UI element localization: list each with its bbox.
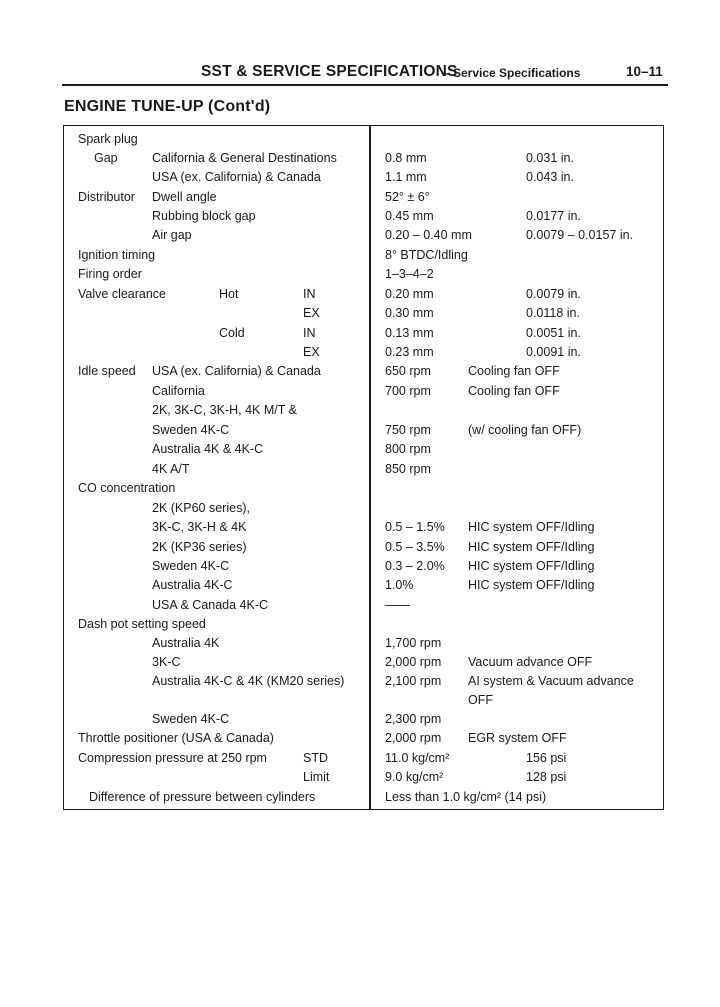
cell-condition: Australia 4K	[152, 636, 220, 650]
cell-sub: IN	[303, 287, 316, 301]
cell-condition: 2K (KP36 series)	[152, 540, 247, 554]
cell-value: 8° BTDC/Idling	[385, 248, 468, 262]
cell-note: HIC system OFF/Idling	[468, 559, 595, 573]
cell-condition: Australia 4K-C	[152, 578, 233, 592]
cell-sub: EX	[303, 345, 320, 359]
cell-condition: 4K A/T	[152, 462, 190, 476]
cell-value: 0.30 mm	[385, 306, 434, 320]
cell-condition: Sweden 4K-C	[152, 712, 230, 726]
cell-value: 2,000 rpm	[385, 655, 442, 669]
cell-condition: Dwell angle	[152, 190, 217, 204]
cell-label: Dash pot setting speed	[78, 617, 206, 631]
cell-value: Less than 1.0 kg/cm² (14 psi)	[385, 790, 547, 804]
cell-value: 9.0 kg/cm²	[385, 770, 444, 784]
cell-label: Gap	[94, 151, 118, 165]
cell-label: Compression pressure at 250 rpm	[78, 751, 267, 765]
cell-value-alt: 128 psi	[526, 770, 567, 784]
cell-label: Valve clearance	[78, 287, 167, 301]
cell-value-alt: 0.043 in.	[526, 170, 574, 184]
cell-label: Difference of pressure between cylinders	[89, 790, 316, 804]
header-rule	[62, 84, 668, 86]
cell-value-alt: 0.0177 in.	[526, 209, 581, 223]
cell-sub: Limit	[303, 770, 330, 784]
column-divider	[369, 125, 371, 810]
cell-condition: Air gap	[152, 228, 192, 242]
cell-label: Firing order	[78, 267, 142, 281]
cell-value: 1,700 rpm	[385, 636, 442, 650]
cell-note: Vacuum advance OFF	[468, 655, 593, 669]
cell-value: 1.0%	[385, 578, 414, 592]
cell-condition: California & General Destinations	[152, 151, 337, 165]
cell-note: EGR system OFF	[468, 731, 567, 745]
cell-sub: IN	[303, 326, 316, 340]
cell-condition: USA (ex. California) & Canada	[152, 170, 321, 184]
header-subtitle: – Service Specifications	[443, 66, 581, 80]
cell-condition: Australia 4K-C & 4K (KM20 series)	[152, 674, 345, 688]
cell-value: 1–3–4–2	[385, 267, 434, 281]
cell-note: OFF	[468, 693, 493, 707]
cell-label: CO concentration	[78, 481, 176, 495]
cell-condition: Cold	[219, 326, 245, 340]
cell-condition: 3K-C	[152, 655, 181, 669]
cell-value: 0.23 mm	[385, 345, 434, 359]
cell-value: 0.5 – 1.5%	[385, 520, 445, 534]
cell-condition: California	[152, 384, 205, 398]
cell-value-alt: 0.031 in.	[526, 151, 574, 165]
cell-note: HIC system OFF/Idling	[468, 520, 595, 534]
section-title: ENGINE TUNE-UP (Cont'd)	[64, 98, 271, 115]
cell-value: 11.0 kg/cm²	[385, 751, 450, 765]
cell-value: 850 rpm	[385, 462, 431, 476]
cell-value: ——	[385, 598, 410, 612]
cell-condition: Australia 4K & 4K-C	[152, 442, 264, 456]
cell-condition: USA & Canada 4K-C	[152, 598, 269, 612]
cell-value: 0.45 mm	[385, 209, 434, 223]
cell-value: 0.20 mm	[385, 287, 434, 301]
cell-label: Throttle positioner (USA & Canada)	[78, 731, 274, 745]
cell-value-alt: 0.0051 in.	[526, 326, 581, 340]
cell-note: Cooling fan OFF	[468, 364, 560, 378]
cell-value-alt: 0.0091 in.	[526, 345, 581, 359]
cell-note: AI system & Vacuum advance	[468, 674, 634, 688]
cell-sub: EX	[303, 306, 320, 320]
cell-condition: 2K, 3K-C, 3K-H, 4K M/T &	[152, 403, 297, 417]
cell-condition: Hot	[219, 287, 239, 301]
page-number: 10–11	[626, 64, 663, 79]
cell-value: 2,000 rpm	[385, 731, 442, 745]
cell-value: 800 rpm	[385, 442, 431, 456]
cell-value: 650 rpm	[385, 364, 431, 378]
cell-value-alt: 0.0118 in.	[526, 306, 580, 320]
cell-value-alt: 0.0079 in.	[526, 287, 581, 301]
cell-condition: Sweden 4K-C	[152, 423, 230, 437]
cell-value: 0.3 – 2.0%	[385, 559, 445, 573]
cell-note: (w/ cooling fan OFF)	[468, 423, 582, 437]
cell-value-alt: 0.0079 – 0.0157 in.	[526, 228, 634, 242]
cell-note: HIC system OFF/Idling	[468, 578, 595, 592]
cell-value: 750 rpm	[385, 423, 431, 437]
cell-label: Ignition timing	[78, 248, 156, 262]
cell-value: 0.5 – 3.5%	[385, 540, 445, 554]
cell-label: Distributor	[78, 190, 135, 204]
cell-condition: Rubbing block gap	[152, 209, 256, 223]
cell-note: Cooling fan OFF	[468, 384, 560, 398]
cell-value: 0.20 – 0.40 mm	[385, 228, 472, 242]
cell-value: 1.1 mm	[385, 170, 427, 184]
cell-value: 2,100 rpm	[385, 674, 442, 688]
cell-value-alt: 156 psi	[526, 751, 567, 765]
cell-value: 0.13 mm	[385, 326, 434, 340]
cell-condition: 2K (KP60 series),	[152, 501, 250, 515]
cell-sub: STD	[303, 751, 328, 765]
cell-value: 700 rpm	[385, 384, 431, 398]
header-title: SST & SERVICE SPECIFICATIONS	[201, 63, 458, 80]
cell-condition: Sweden 4K-C	[152, 559, 230, 573]
cell-label: Spark plug	[78, 132, 138, 146]
cell-label: Idle speed	[78, 364, 136, 378]
cell-value: 52° ± 6°	[385, 190, 430, 204]
cell-value: 2,300 rpm	[385, 712, 442, 726]
cell-condition: USA (ex. California) & Canada	[152, 364, 321, 378]
cell-condition: 3K-C, 3K-H & 4K	[152, 520, 247, 534]
cell-note: HIC system OFF/Idling	[468, 540, 595, 554]
cell-value: 0.8 mm	[385, 151, 427, 165]
